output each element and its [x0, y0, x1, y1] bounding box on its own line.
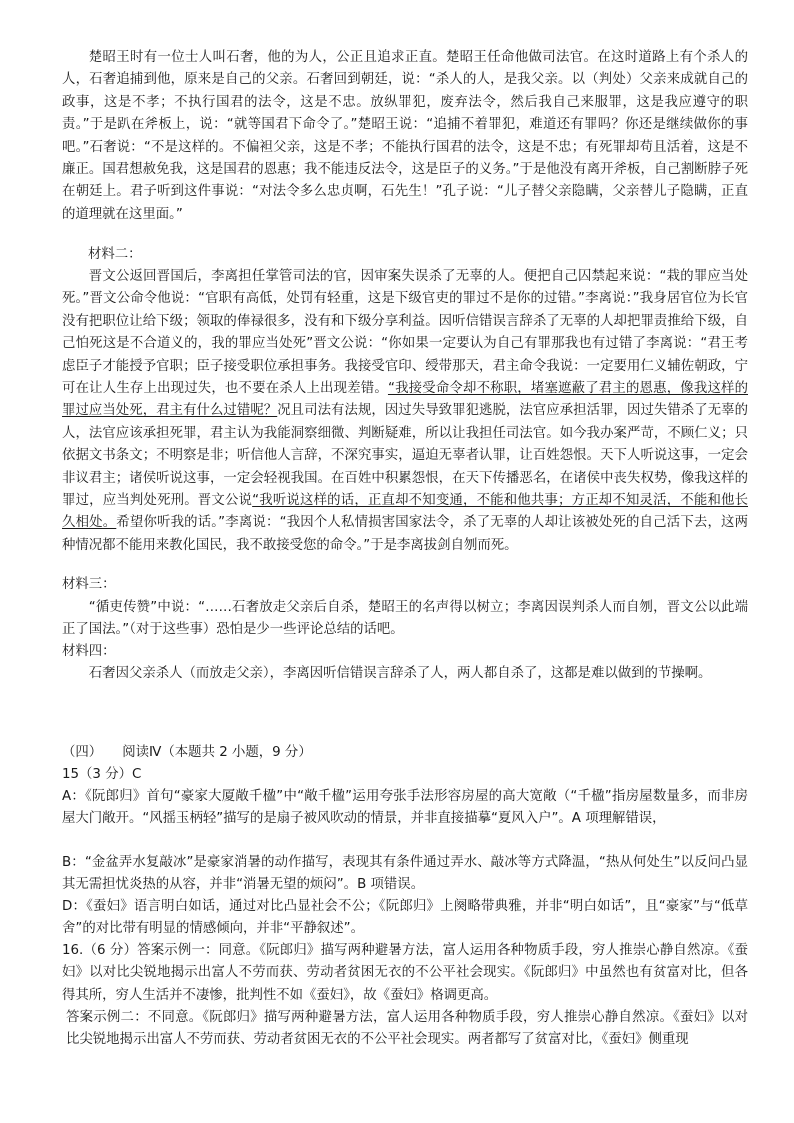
material-2-text-b: 况且司法有法规，因过失导致罪犯逃脱，法官应承担活罪，因过失错杀了无辜的人，法官应该承担死罪，君主认为我能洞察细微、判断疑难，所以让我担任司法官。如今我办案严苛，不顾仁义；只依据文书条文；不明察是非；听信他人言辞，不深究事实，逼迫无辜者认罪，让百姓怨恨。天下人听说这事，一定会非议君主；诸侯听说这事，一定会轻视我国。在百姓中积累怨恨，在天下传播恶名，在诸侯中丧失权势，像我这样的罪过，应当判处死刑。晋文公说: [62, 403, 748, 509]
question-15-answer: 15（3 分）C: [62, 767, 142, 782]
question-16-example-1: 16.（6 分）答案示例一：同意。《阮郎归》描写两种避暑方法，富人运用各种物质手段，穷人推崇心静自然凉。《蚕妇》以对比尖锐地揭示出富人不劳而获、劳动者贫困无衣的不公平社会现实。《阮郎归》中虽然也有贫富对比，但各得其所，穷人生活并不凄惨，批判性不如《蚕妇》，故《蚕妇》格调更高。: [62, 943, 748, 1003]
material-2-underlined-1: “我接受命令却不称职，堵塞遮蔽了君主的恩惠，像我这样的罪过应当处死，君主有什么过错呢？: [62, 381, 749, 419]
material-2-text-a: 晋文公返回晋国后，李离担任掌管司法的官，因审案失误杀了无辜的人。便把自己囚禁起来说：“栽的罪应当处死。”晋文公命令他说：“官职有高低，处罚有轻重，这是下级官吏的罪过不是你的过错。”李离说：”我身居官位为长官没有把职位让给下级；领取的俸禄很多，没有和下级分享利益。因听信错误言辞杀了无辜的人却把罪责推给下级，自己怕死这是不合道义的，我的罪应当处死”晋文公说：“你如果一定要认为自己有罪那我也有过错了李离说：“君王考虑臣子才能授予官职；臣子接受职位承担事务。我接受官印、绶带那天，君主命令我说：一定要用仁义辅佐朝政，宁可在让人生存上出现过失，也不要在杀人上出现差错。: [62, 269, 748, 397]
section-4-heading: （四） 阅读Ⅳ（本题共 2 小题，9 分）: [62, 745, 312, 760]
material-2-label: 材料二：: [88, 247, 142, 262]
material-2-underlined-2: “我听说这样的话，正直却不知变通，不能和他共事；方正却不知灵活，不能和他长久相处。: [62, 493, 749, 531]
material-3-label: 材料三：: [62, 577, 116, 592]
material-2-text-c: 希望你听我的话。”李离说：“我因个人私情损害国家法令，杀了无辜的人却让该被处死的自己活下去，这两种情况都不能用来教化国民，我不敢接受您的命令。”于是李离拔剑自刎而死。: [62, 515, 749, 553]
question-15-option-b-explanation: B：“金盆弄水复敲冰”是豪家消暑的动作描写，表现其有条件通过弄水、敲冰等方式降温，“热从何处生”以反问凸显其无需担忧炎热的从容，并非“消暑无望的烦闷”。B 项错误。: [62, 855, 748, 893]
material-3-translation: “循吏传赞”中说：“……石奢放走父亲后自杀，楚昭王的名声得以树立；李离因误判杀人而自刎，晋文公以此端正了国法。”（对于这些事）恐怕是少一些评论总结的话吧。: [62, 600, 748, 638]
material-4-translation: 石奢因父亲杀人（而放走父亲），李离因听信错误言辞杀了人，两人都自杀了，这都是难以做到的节操啊。: [88, 666, 712, 681]
question-15-option-a-explanation: A：《阮郎归》首句“豪家大厦敞千楹”中“敞千楹”运用夸张手法形容房屋的高大宽敞（“千楹”指房屋数量多，而非房屋大门敞开。“风摇玉柄轻”描写的是扇子被风吹动的情景，并非直接描摹“夏风入户”。A 项理解错误，: [62, 789, 748, 827]
question-15-option-d-explanation: D：《蚕妇》语言明白如话，通过对比凸显社会不公；《阮郎归》上阕略带典雅，并非“明白如话”，且“豪家”与“低草舍”的对比带有明显的情感倾向，并非“平静叙述”。: [62, 899, 748, 937]
material-2-translation: [62, 266, 748, 557]
material-1-translation: 楚昭王时有一位士人叫石奢，他的为人，公正且追求正直。楚昭王任命他做司法官。在这时道路上有个杀人的人，石奢追捕到他，原来是自己的父亲。石奢回到朝廷，说：“杀人的人，是我父亲。以（判处）父亲来成就自己的政事，这是不孝；不执行国君的法令，这是不忠。放纵罪犯，废弃法令，然后我自己来服罪，这是我应遵守的职责。”于是趴在斧板上，说：“就等国君下命令了。”楚昭王说：“追捕不着罪犯，难道还有罪吗？你还是继续做你的事吧。”石奢说：“不是这样的。不偏袒父亲，这是不孝；不能执行国君的法令，这是不忠；有死罪却苟且活着，这是不廉正。国君想赦免我，这是国君的恩惠；我不能违反法令，这是臣子的义务。”于是他没有离开斧板，自己割断脖子死在朝廷上。君子听到这件事说：“对法令多么忠贞啊，石先生！”孔子说：“儿子替父亲隐瞒，父亲替儿子隐瞒，正直的道理就在这里面。”: [62, 50, 748, 222]
question-16-example-2: 答案示例二：不同意。《阮郎归》描写两种避暑方法，富人运用各种物质手段，穷人推崇心静自然凉。《蚕妇》以对比尖锐地揭示出富人不劳而获、劳动者贫困无衣的不公平社会现实。两者都写了贫富对比，《蚕妇》侧重现: [66, 1010, 748, 1048]
material-4-label: 材料四：: [62, 644, 116, 659]
